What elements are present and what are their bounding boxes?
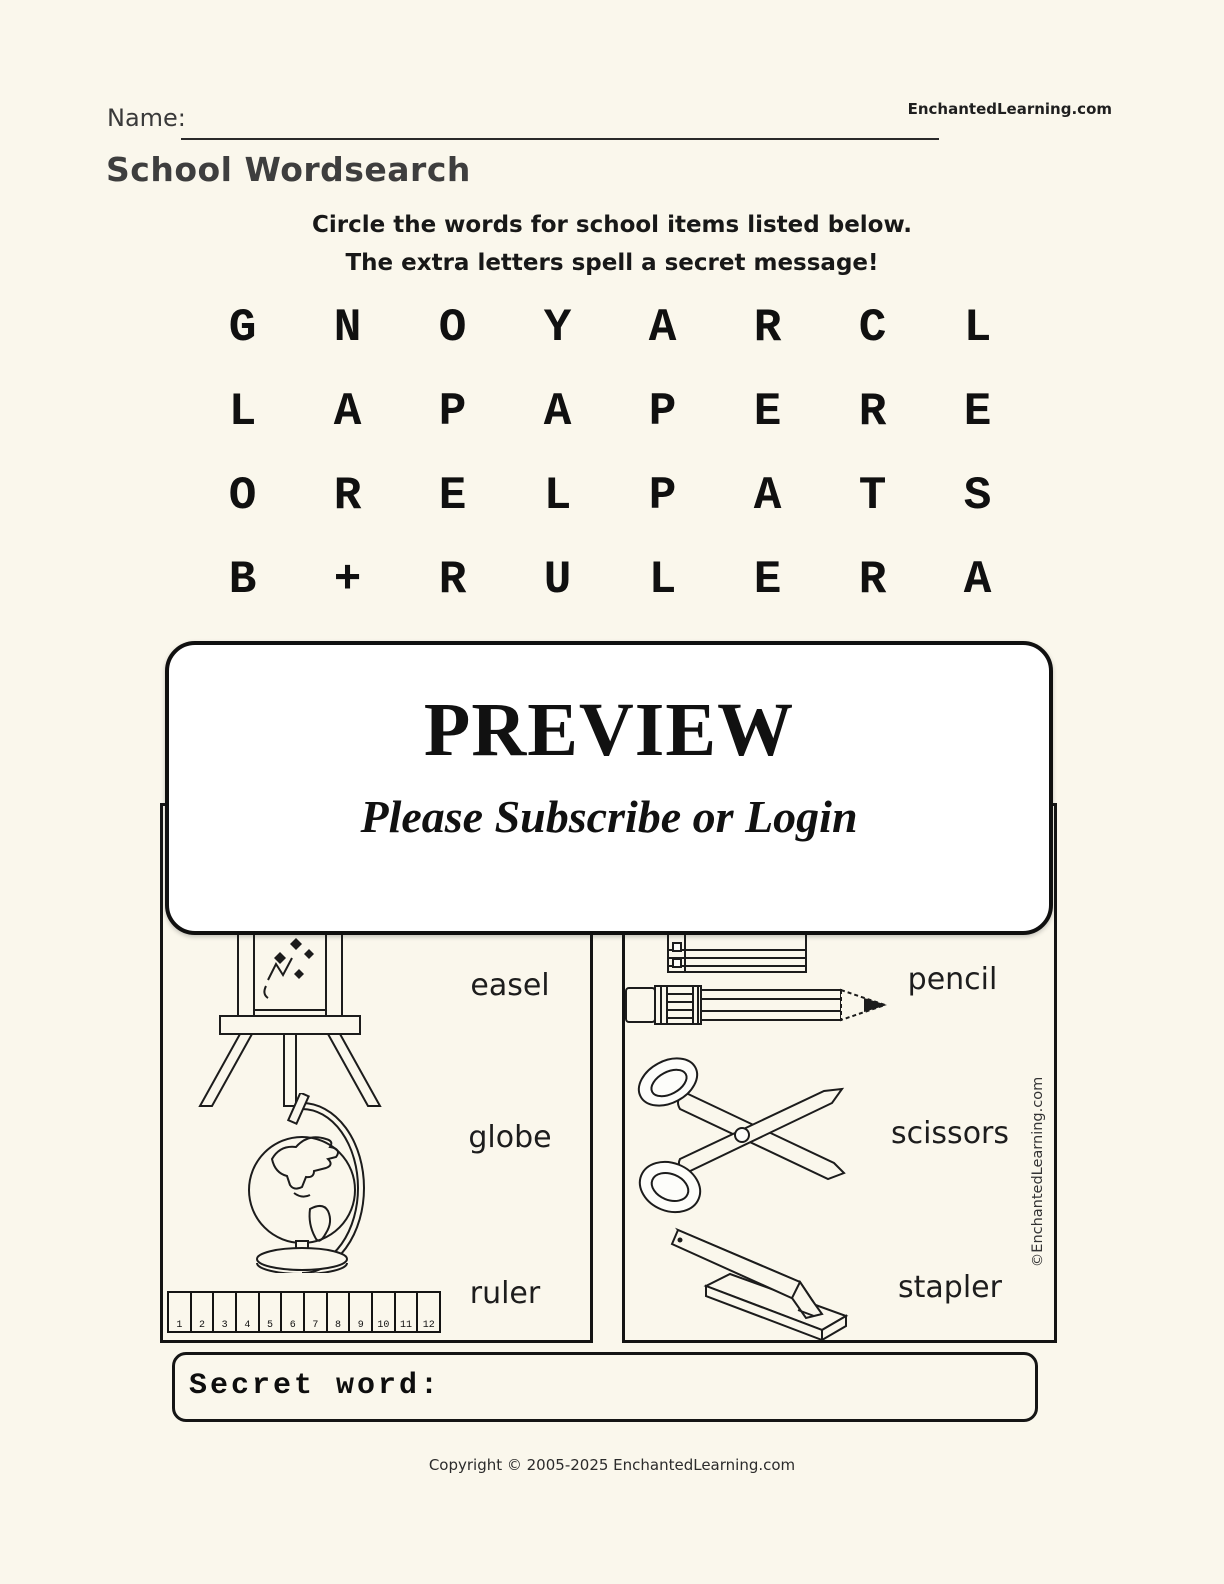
wordsearch-letter: O [438, 302, 467, 354]
ruler-number: 6 [289, 1320, 296, 1331]
wordsearch-letter: A [333, 386, 362, 438]
wordsearch-letter: + [333, 554, 362, 606]
label-pencil: pencil [907, 962, 998, 997]
wordsearch-letter: A [753, 470, 782, 522]
copyright-text: Copyright © 2005-2025 EnchantedLearning.com [428, 1456, 796, 1474]
scissors-icon [628, 1047, 860, 1219]
vertical-watermark-text: ©EnchantedLearning.com [1030, 1076, 1046, 1268]
wordsearch-letter: L [543, 470, 572, 522]
ruler-number: 1 [176, 1320, 183, 1331]
ruler-cell [260, 1293, 283, 1331]
ruler-number: 9 [357, 1320, 364, 1331]
wordsearch-letter: B [228, 554, 257, 606]
ruler-number: 8 [335, 1320, 342, 1331]
stapler-icon [652, 1222, 872, 1340]
ruler-cell [169, 1293, 192, 1331]
ruler-number: 11 [400, 1320, 413, 1331]
ruler-cell [192, 1293, 215, 1331]
ruler-number: 3 [221, 1320, 228, 1331]
wordsearch-letter: S [963, 470, 992, 522]
ruler-icon [167, 1291, 441, 1333]
name-label: Name: [107, 104, 186, 132]
ruler-number: 12 [422, 1320, 435, 1331]
wordsearch-letter: E [963, 386, 992, 438]
label-ruler: ruler [469, 1276, 541, 1311]
ruler-cell [373, 1293, 396, 1331]
preview-title: PREVIEW [423, 688, 795, 772]
wordsearch-row [190, 286, 1030, 370]
name-blank-line [181, 138, 939, 140]
ruler-cell [282, 1293, 305, 1331]
wordsearch-letter: E [753, 386, 782, 438]
wordsearch-letter: P [648, 470, 677, 522]
wordsearch-letter: R [858, 554, 887, 606]
wordsearch-letter: O [228, 470, 257, 522]
ruler-number: 2 [199, 1320, 206, 1331]
wordsearch-letter: P [648, 386, 677, 438]
wordsearch-letter: A [648, 302, 677, 354]
wordsearch-letter: R [438, 554, 467, 606]
wordsearch-letter: E [753, 554, 782, 606]
wordsearch-row [190, 454, 1030, 538]
ruler-cell [396, 1293, 419, 1331]
wordsearch-letter: U [543, 554, 572, 606]
ruler-number: 5 [267, 1320, 274, 1331]
wordsearch-letter: Y [543, 302, 572, 354]
site-header-text: EnchantedLearning.com [907, 100, 1112, 118]
wordsearch-grid [190, 286, 1030, 622]
wordsearch-letter: R [753, 302, 782, 354]
wordsearch-letter: N [333, 302, 362, 354]
ruler-number: 7 [312, 1320, 319, 1331]
label-globe: globe [468, 1120, 552, 1155]
ruler-cell [214, 1293, 237, 1331]
wordsearch-row [190, 370, 1030, 454]
wordsearch-letter: R [333, 470, 362, 522]
wordsearch-letter: E [438, 470, 467, 522]
wordsearch-letter: P [438, 386, 467, 438]
wordsearch-letter: L [648, 554, 677, 606]
wordsearch-letter: T [858, 470, 887, 522]
wordsearch-row [190, 538, 1030, 622]
globe-icon [238, 1093, 373, 1273]
ruler-number: 4 [244, 1320, 251, 1331]
label-scissors: scissors [890, 1116, 1010, 1151]
page-title: School Wordsearch [106, 150, 471, 189]
wordsearch-letter: C [858, 302, 887, 354]
instructions-line-2: The extra letters spell a secret message! [345, 250, 879, 276]
secret-word-label: Secret word: [189, 1369, 442, 1403]
ruler-number: 10 [377, 1320, 390, 1331]
wordsearch-letter: L [963, 302, 992, 354]
wordsearch-letter: L [228, 386, 257, 438]
secret-word-box [172, 1352, 1038, 1422]
label-easel: easel [470, 968, 550, 1003]
subscribe-or-login-text[interactable]: Please Subscribe or Login [360, 791, 858, 842]
ruler-cell [350, 1293, 373, 1331]
ruler-cell [237, 1293, 260, 1331]
label-stapler: stapler [898, 1270, 1002, 1305]
pencil-icon [623, 981, 891, 1027]
preview-overlay [165, 641, 1053, 935]
wordsearch-letter: G [228, 302, 257, 354]
ruler-cell [305, 1293, 328, 1331]
ruler-cell [328, 1293, 351, 1331]
wordsearch-letter: A [543, 386, 572, 438]
instructions-line-1: Circle the words for school items listed below. [311, 212, 913, 238]
wordsearch-letter: R [858, 386, 887, 438]
wordsearch-letter: A [963, 554, 992, 606]
